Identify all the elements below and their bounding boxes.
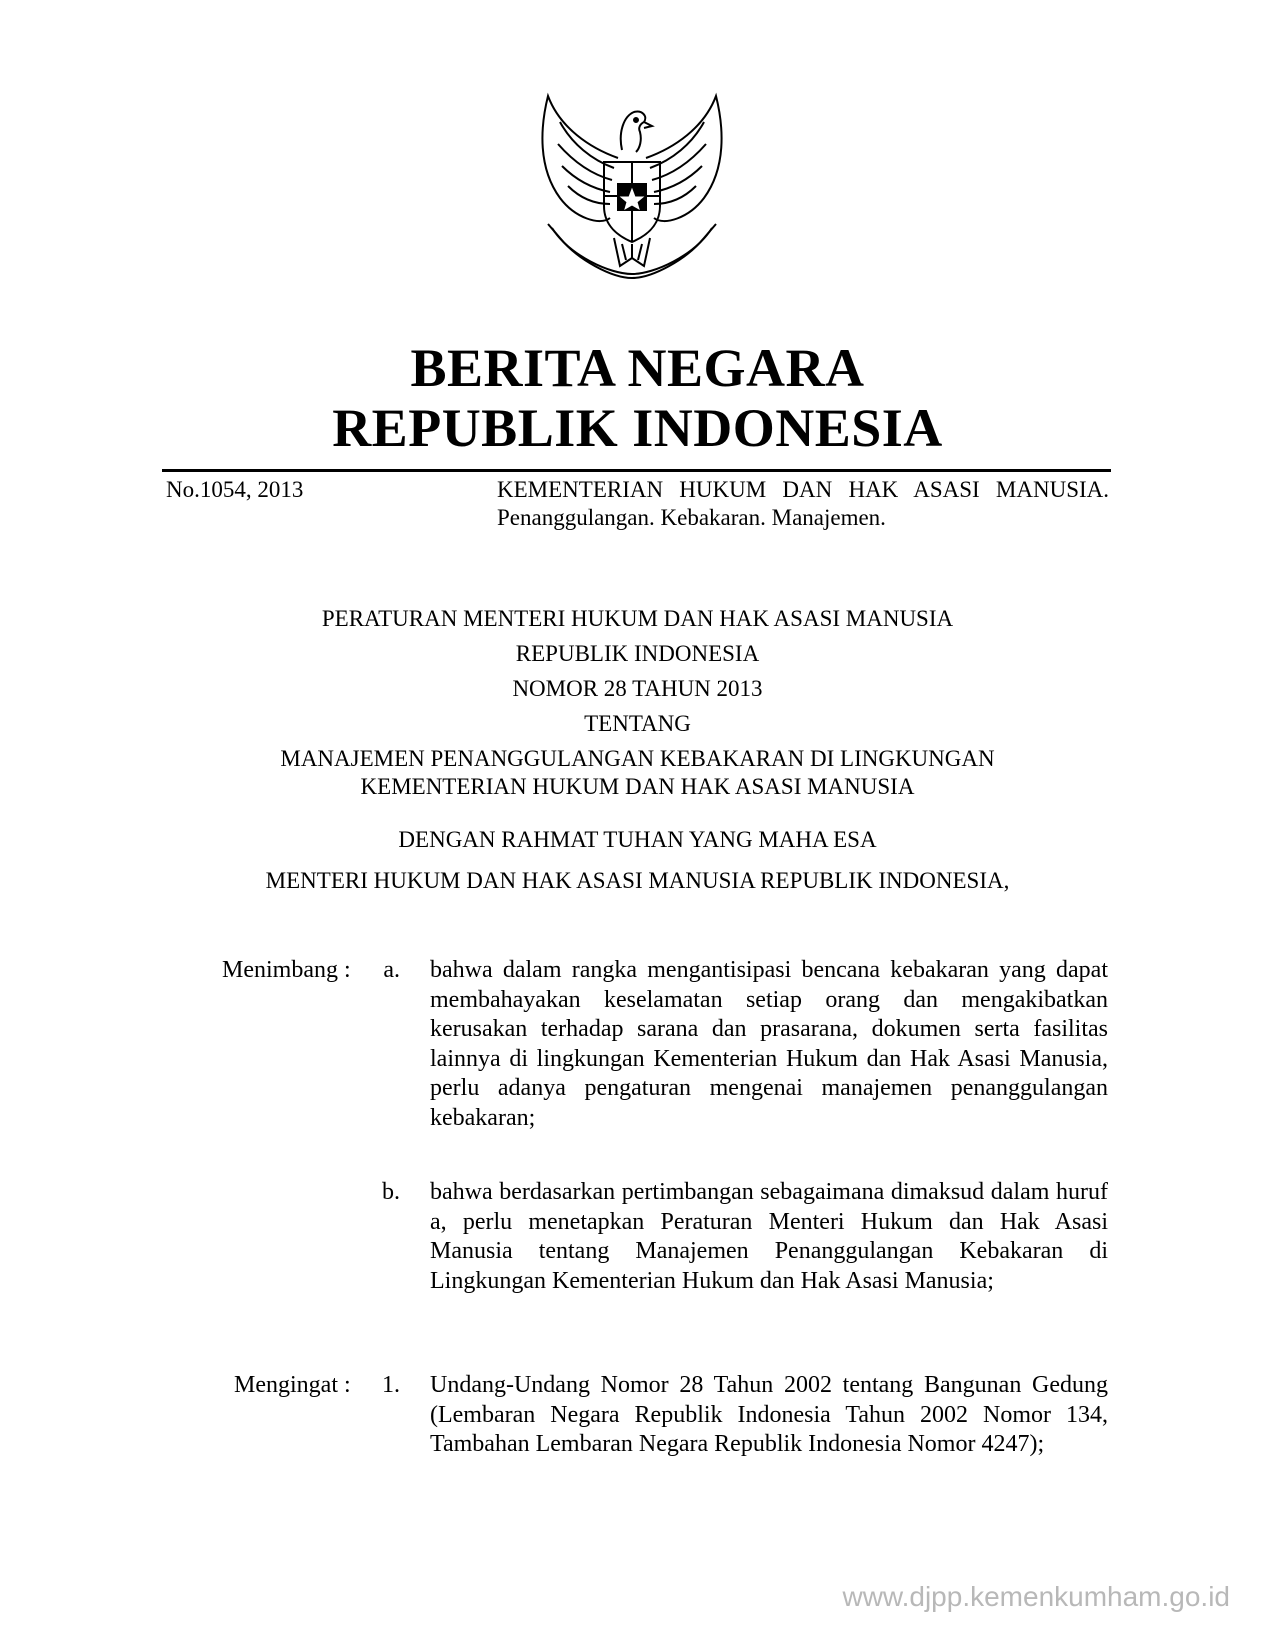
mengingat-item-1: Undang-Undang Nomor 28 Tahun 2002 tentang Bangunan Gedung (Lembaran Negara Republik Indonesia Tahun 2002 Nomor 134, Tambahan Lembaran Negara Republik Indonesia Nomor 4247); xyxy=(430,1372,1108,1457)
menimbang-colon: : xyxy=(344,957,351,983)
document-title-line2: REPUBLIK INDONESIA xyxy=(332,398,943,458)
regulation-heading-2: REPUBLIK INDONESIA xyxy=(515,641,760,666)
footer-url: www.djpp.kemenkumham.go.id xyxy=(842,1581,1230,1612)
preamble-line-2: MENTERI HUKUM DAN HAK ASASI MANUSIA REPUBLIK INDONESIA, xyxy=(265,868,1010,893)
preamble-line-1: DENGAN RAHMAT TUHAN YANG MAHA ESA xyxy=(398,827,877,852)
menimbang-marker-b: b. xyxy=(382,1179,400,1205)
menimbang-label: Menimbang xyxy=(222,957,338,983)
menimbang-marker-a: a. xyxy=(383,957,400,983)
regulation-number: NOMOR 28 TAHUN 2013 xyxy=(512,676,763,701)
mengingat-label: Mengingat xyxy=(234,1372,338,1398)
regulation-subject-2: KEMENTERIAN HUKUM DAN HAK ASASI MANUSIA xyxy=(360,774,915,799)
publication-number: No.1054, 2013 xyxy=(166,477,304,502)
menimbang-item-a: bahwa dalam rangka mengantisipasi bencana kebakaran yang dapat membahayakan keselamatan setiap orang dan mengakibatkan kerusakan terhadap sarana dan prasarana, dokumen serta fasilitas lainnya di lingkungan Kementerian Hukum dan Hak Asasi Manusia, perlu adanya pengaturan mengenai manajemen penanggulangan kebakaran; xyxy=(430,957,1108,1131)
regulation-subject-1: MANAJEMEN PENANGGULANGAN KEBAKARAN DI LINGKUNGAN xyxy=(280,746,995,771)
menimbang-item-b: bahwa berdasarkan pertimbangan sebagaimana dimaksud dalam huruf a, perlu menetapkan Peraturan Menteri Hukum dan Hak Asasi Manusia tentang Manajemen Penanggulangan Kebakaran di Lingkungan Kementerian Hukum dan Hak Asasi Manusia; xyxy=(430,1179,1108,1294)
mengingat-colon: : xyxy=(344,1372,351,1398)
publication-topic: KEMENTERIAN HUKUM DAN HAK ASASI MANUSIA. Penanggulangan. Kebakaran. Manajemen. xyxy=(497,477,1109,530)
title-divider xyxy=(162,469,1111,472)
document-title-line1: BERITA NEGARA xyxy=(410,338,865,398)
regulation-tentang: TENTANG xyxy=(584,711,691,736)
mengingat-marker-1: 1. xyxy=(382,1372,400,1398)
regulation-heading-1: PERATURAN MENTERI HUKUM DAN HAK ASASI MANUSIA xyxy=(321,606,954,631)
garuda-pancasila-emblem-icon xyxy=(530,88,734,284)
